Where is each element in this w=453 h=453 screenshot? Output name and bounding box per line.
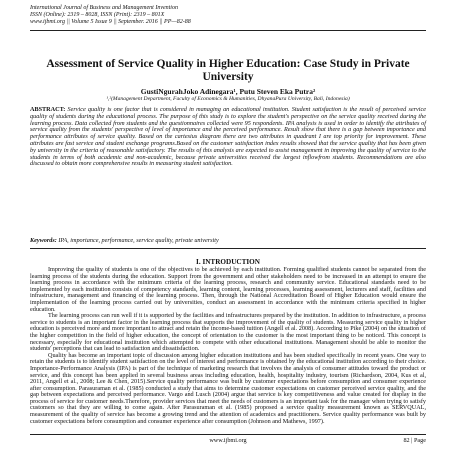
page-number: 82 | Page <box>403 437 426 444</box>
keywords-label: Keywords: <box>30 237 57 244</box>
abstract <box>30 107 426 168</box>
paragraph: Quality has become an important topic of discussion among higher education institutions and has been studied specifically in recent years. One way to retain the students is to identify student satisfaction on the level of interest and performance is obtained by the educational institution according to their choice. Importance-Performance Analysis (IPA) is part of the technique of marketing research that involves the analysis of consumer attitudes toward the product or service, and this concept has been applied in several business areas including education, health, hospitality industry, tourism (Richardson, 2004, Kus et al, 2011, Angell et al., 2008; Lee & Chen, 2015).Service quality performance was built by customer expectations before consumption and consumer experience after consumption. Parasuraman et al. (1985) conducted a study that aims to determine customer expectations on customer perceived service quality, and the gap between expectations and perceived performance. Vargo and Lusch (2004) argue that service is key competitiveness and value created for display in the process of service for customer needs.Therefore, provider services that meet the needs of customers is an important task for the manager when trying to satisfy customers so that they are willing to come again. After Parasuraman et al. (1985) proposed a service quality measurement known as SERVQUAL, measurement of the quality of service has become a growing trend and the attention of academics and practitioners. Service quality performance was built by customer expectations before consumption and consumer experience after consumption (Johnson and Mathews, 1997). <box>30 351 426 425</box>
header-rule <box>30 30 426 31</box>
section-heading: I. INTRODUCTION <box>196 258 260 266</box>
paragraph: The learning process can run well if it is supported by the facilities and infrastructures prepared by the institution. In addition to infrastructure, a process service to students is an important factor in the learning process that supports the improvement of the quality of students. Measuring service quality in higher education is perceived more and more important to attract and retain the income-based tuition (Angell et al. 2008). According to Pike (2004) on the situation of the higher competition in the field of higher education, the concept of orientation to the customer is the most important thing to be noticed. This concept is necessary, especially for educational institution which attempted to compete with other educational institutions. Management should be able to monitor the students' perceptions that can lead to satisfaction and dissatisfaction. <box>30 312 426 353</box>
journal-header <box>30 5 430 26</box>
journal-name: International Journal of Business and Management Invention <box>30 5 178 11</box>
journal-issn: ISSN (Online): 2319 – 8028, ISSN (Print): 2319 – 801X <box>30 12 165 18</box>
abstract-rule <box>30 248 426 249</box>
keywords <box>30 237 426 244</box>
abstract-text: Service quality is one factor that is considered in managing an educational institution. Student satisfaction is the result of perceived service quality of students during the educational process. The purpose of this study is to explore the student's perspective on the service quality received during the learning process. Data collected from students and the questionnaires collected were 95 respondents. IPA analysis is used in order to identify the attributes of service quality from the students' perspective of level of importance and the perceived performance. Result show that there is a gap between importance and performance attributes of service quality. Based on the cartesius diagram there are two attributes in quadrant I are top priority for improvement. These attributes are fast service and student exchange programs.Based on the customer satisfaction index results showed that the service quality that has been given by university in the criteria of reasonable satisfactory. The results of this analysis are expected to assist management in improving the quality of service to the students in terms of both academic and non-academic, because private universities received the largest inflowfrom students. Recommendations are also discussed to obtain more comprehensive results in measuring student satisfaction. <box>30 106 426 168</box>
keywords-text: IPA, importance, performance, service quality, private university <box>56 237 219 244</box>
body-text <box>30 267 426 425</box>
paragraph: Improving the quality of students is one of the objectives to be achieved by each institution. Forming qualified students cannot be separated from the learning process of the students during the education. Support from the government and other stakeholders need to be increased in an attempt to ensure the learning process in accordance with the minimum criteria of the learning process, research and community service. Educational standards need to be implemented by each institution consists of competency standards, learning content, learning processes, learning assessment, lecturers and staff, facilities and infrastructure, management and financing of the learning process. Then, through the National Accreditation Board of Higher Education would ensure the implementation of the learning process carried out by universities, conduct an assessment in accordance with the minimum criteria specified in higher education. <box>30 266 426 313</box>
paper-authors: GustiNgurahJoko Adinegara¹, Putu Steven Eka Putra² <box>140 87 316 96</box>
footer-url[interactable]: www.ijbmi.org <box>209 437 247 444</box>
journal-issue: www.ijbmi.org || Volume 5 Issue 9 || September. 2016 || PP—82-88 <box>30 19 191 25</box>
abstract-label: ABSTRACT: <box>30 106 66 113</box>
paper-title: Assessment of Service Quality in Higher Education: Case Study in Private University <box>46 58 410 83</box>
author-affiliation: ¹,²(Management Department, Faculty of Economics & Humanities, DhyanaPura University, Bali, Indonesia) <box>106 96 350 102</box>
footer-rule <box>30 434 426 435</box>
